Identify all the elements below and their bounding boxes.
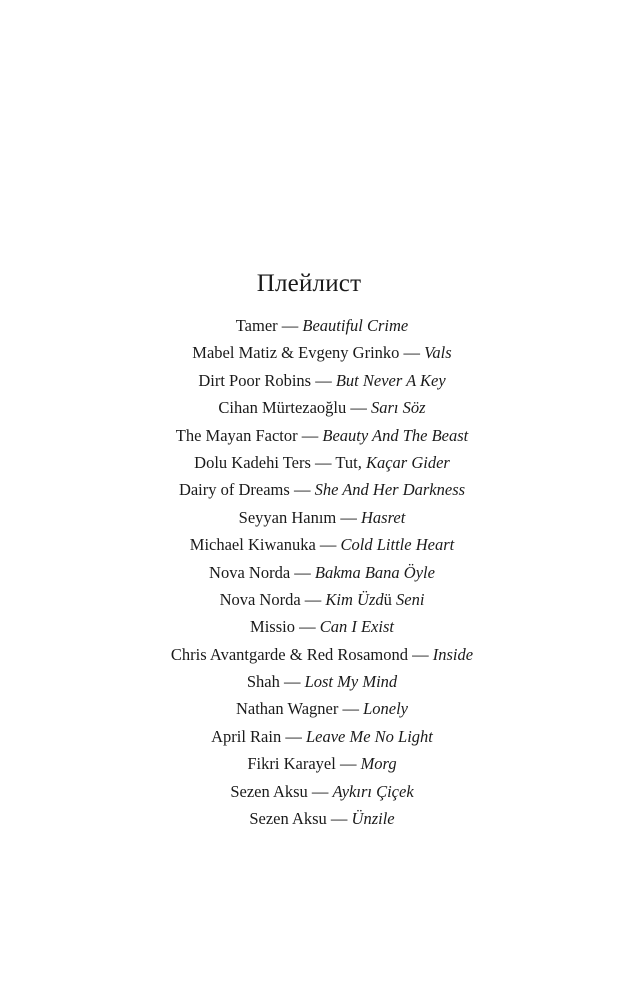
track-row xyxy=(0,778,644,805)
track-row xyxy=(0,394,644,421)
track-separator: — xyxy=(294,617,320,637)
track-separator: — xyxy=(277,316,303,335)
track-separator: — xyxy=(408,644,433,664)
track-row xyxy=(0,504,644,531)
track-row xyxy=(0,449,644,476)
track-song: Cold Little Heart xyxy=(340,535,455,555)
track-row xyxy=(0,422,644,449)
track-row xyxy=(0,559,644,586)
track-separator: — xyxy=(297,425,323,445)
track-song: She And Her Darkness xyxy=(314,480,466,500)
track-row xyxy=(0,641,644,668)
track-row xyxy=(0,668,644,695)
track-artist: Shah xyxy=(246,672,280,692)
track-song: But Never A Key xyxy=(335,370,446,390)
track-song: Kim Üzd xyxy=(325,589,384,609)
track-artist: Dolu Kadehi Ters xyxy=(194,452,311,472)
track-artist: Dirt Poor Robins xyxy=(198,370,312,390)
track-song-end: Seni xyxy=(391,589,425,609)
track-artist: Nova Norda xyxy=(209,562,291,582)
track-row xyxy=(0,613,644,640)
track-song: Beauty And The Beast xyxy=(322,425,469,445)
page-title: Плейлист xyxy=(256,270,362,297)
track-artist: Nathan Wagner xyxy=(235,699,339,719)
track-song: Kaçar Gider xyxy=(365,452,450,472)
track-row xyxy=(0,695,644,722)
track-separator: — xyxy=(399,343,425,363)
track-row xyxy=(0,339,644,366)
track-artist: Mabel Matiz & Evgeny Grinko xyxy=(192,343,400,363)
track-artist: The Mayan Factor xyxy=(175,425,298,445)
track-separator: — xyxy=(290,562,315,582)
track-artist: Dairy of Dreams xyxy=(178,480,290,500)
track-separator: — xyxy=(311,370,336,390)
track-separator: — xyxy=(315,535,341,555)
playlist xyxy=(0,312,644,832)
track-row xyxy=(0,723,644,750)
track-artist: Missio xyxy=(250,617,295,637)
track-separator: — Tut, xyxy=(310,452,366,472)
track-separator: — xyxy=(289,480,315,500)
track-song: Lonely xyxy=(363,699,409,719)
track-artist: Cihan Mürtezaoğlu xyxy=(218,398,347,418)
track-song: Beautiful Crime xyxy=(302,316,409,335)
track-artist: Seyyan Hanım xyxy=(238,507,337,527)
track-separator: — xyxy=(346,398,372,418)
track-separator: — xyxy=(300,589,326,609)
track-separator: — xyxy=(281,726,306,746)
track-artist: Sezen Aksu xyxy=(230,781,308,801)
track-separator: — xyxy=(326,809,352,829)
track-song: Vals xyxy=(424,343,452,363)
track-row xyxy=(0,805,644,832)
track-song: Sarı Söz xyxy=(371,398,426,418)
track-separator: — xyxy=(335,754,361,774)
track-row xyxy=(0,586,644,613)
track-separator: — xyxy=(279,672,305,692)
track-artist: Tamer xyxy=(235,316,278,335)
track-separator: — xyxy=(307,781,333,801)
track-artist: Fikri Karayel xyxy=(247,754,336,774)
track-song: Can I Exist xyxy=(319,617,394,637)
track-song: Aykırı Çiçek xyxy=(332,781,414,801)
track-artist: April Rain xyxy=(211,726,282,746)
track-row xyxy=(0,367,644,394)
track-song: Bakma Bana Öyle xyxy=(314,562,435,582)
track-song: Lost My Mind xyxy=(304,672,398,692)
track-song: Morg xyxy=(360,754,397,774)
track-artist: Michael Kiwanuka xyxy=(189,535,316,555)
track-artist: Sezen Aksu xyxy=(249,809,327,829)
track-row xyxy=(0,750,644,777)
track-row xyxy=(0,476,644,503)
track-song-upright-part: ü xyxy=(383,589,392,609)
track-song: Inside xyxy=(432,644,474,664)
track-song: Ünzile xyxy=(351,809,395,829)
track-row xyxy=(0,531,644,558)
track-row xyxy=(0,312,644,339)
track-song: Hasret xyxy=(361,507,406,527)
track-separator: — xyxy=(338,699,364,719)
track-artist: Chris Avantgarde & Red Rosamond xyxy=(170,644,408,664)
track-separator: — xyxy=(336,507,362,527)
track-song: Leave Me No Light xyxy=(305,726,433,746)
track-artist: Nova Norda xyxy=(219,589,301,609)
